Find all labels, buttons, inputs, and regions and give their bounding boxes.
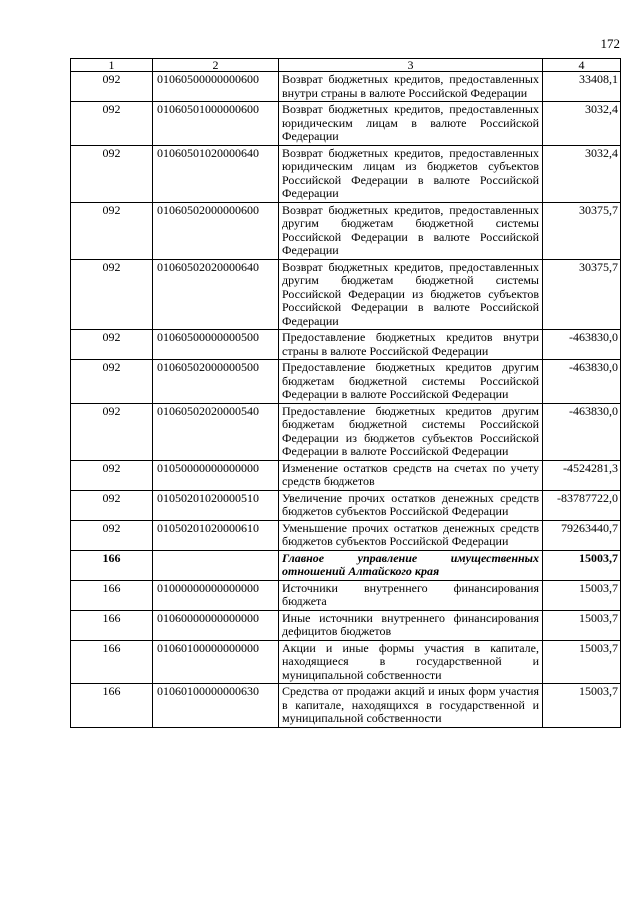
amount-cell: 15003,7 (543, 684, 621, 728)
description-cell: Возврат бюджетных кредитов, предоставленных другим бюджетам бюджетной системы Российской Федерации из бюджетов субъектов Российской Федерации в валюте Российской Федерации (279, 259, 543, 330)
code-cell: 092 (71, 490, 153, 520)
code-cell: 092 (71, 72, 153, 102)
amount-cell: 15003,7 (543, 640, 621, 684)
page-number: 172 (600, 36, 620, 51)
code-cell: 092 (71, 460, 153, 490)
code-cell: 092 (71, 202, 153, 259)
amount-cell: 30375,7 (543, 202, 621, 259)
classification-code-cell: 01050000000000000 (153, 460, 279, 490)
code-cell: 092 (71, 403, 153, 460)
code-cell: 092 (71, 360, 153, 404)
code-cell: 166 (71, 610, 153, 640)
classification-code-cell: 01060500000000500 (153, 330, 279, 360)
amount-cell: -463830,0 (543, 403, 621, 460)
description-cell: Источники внутреннего финансирования бюджета (279, 580, 543, 610)
classification-code-cell: 01060502000000500 (153, 360, 279, 404)
table-row (71, 640, 621, 684)
description-cell: Акции и иные формы участия в капитале, находящиеся в государственной и муниципальной собственности (279, 640, 543, 684)
amount-cell: 15003,7 (543, 610, 621, 640)
table-body (71, 72, 621, 728)
table-row (71, 72, 621, 102)
table-row (71, 580, 621, 610)
classification-code-cell (153, 550, 279, 580)
description-cell: Средства от продажи акций и иных форм участия в капитале, находящихся в государственной и муниципальной собственности (279, 684, 543, 728)
table-row (71, 360, 621, 404)
code-cell: 092 (71, 330, 153, 360)
amount-cell: 15003,7 (543, 550, 621, 580)
classification-code-cell: 01060502020000640 (153, 259, 279, 330)
classification-code-cell: 01060100000000000 (153, 640, 279, 684)
table-row (71, 610, 621, 640)
classification-code-cell: 01050201020000510 (153, 490, 279, 520)
description-cell: Предоставление бюджетных кредитов внутри страны в валюте Российской Федерации (279, 330, 543, 360)
code-cell: 092 (71, 520, 153, 550)
amount-cell: -463830,0 (543, 360, 621, 404)
description-cell: Главное управление имущественных отношений Алтайского края (279, 550, 543, 580)
description-cell: Увеличение прочих остатков денежных средств бюджетов субъектов Российской Федерации (279, 490, 543, 520)
amount-cell: -4524281,3 (543, 460, 621, 490)
classification-code-cell: 01000000000000000 (153, 580, 279, 610)
amount-cell: 30375,7 (543, 259, 621, 330)
classification-code-cell: 01060501000000600 (153, 102, 279, 146)
column-number-row (71, 59, 621, 72)
table-row (71, 202, 621, 259)
amount-cell: 3032,4 (543, 145, 621, 202)
table-row (71, 684, 621, 728)
table-row (71, 330, 621, 360)
amount-cell: 3032,4 (543, 102, 621, 146)
table-row (71, 460, 621, 490)
table-row (71, 520, 621, 550)
code-cell: 092 (71, 102, 153, 146)
column-header-1: 1 (71, 59, 153, 72)
code-cell: 166 (71, 550, 153, 580)
code-cell: 166 (71, 640, 153, 684)
amount-cell: 15003,7 (543, 580, 621, 610)
code-cell: 092 (71, 259, 153, 330)
code-cell: 166 (71, 684, 153, 728)
description-cell: Предоставление бюджетных кредитов другим бюджетам бюджетной системы Российской Федерации в валюте Российской Федерации (279, 360, 543, 404)
column-header-3: 3 (279, 59, 543, 72)
description-cell: Уменьшение прочих остатков денежных средств бюджетов субъектов Российской Федерации (279, 520, 543, 550)
classification-code-cell: 01050201020000610 (153, 520, 279, 550)
table-row (71, 403, 621, 460)
description-cell: Предоставление бюджетных кредитов другим бюджетам бюджетной системы Российской Федерации из бюджетов субъектов Российской Федерации в валюте Российской Федерации (279, 403, 543, 460)
table-row (71, 490, 621, 520)
description-cell: Возврат бюджетных кредитов, предоставленных внутри страны в валюте Российской Федерации (279, 72, 543, 102)
table-row (71, 145, 621, 202)
description-cell: Изменение остатков средств на счетах по учету средств бюджетов (279, 460, 543, 490)
description-cell: Возврат бюджетных кредитов, предоставленных юридическим лицам из бюджетов субъектов Российской Федерации в валюте Российской Федерации (279, 145, 543, 202)
amount-cell: 33408,1 (543, 72, 621, 102)
column-header-4: 4 (543, 59, 621, 72)
amount-cell: -463830,0 (543, 330, 621, 360)
code-cell: 092 (71, 145, 153, 202)
code-cell: 166 (71, 580, 153, 610)
description-cell: Возврат бюджетных кредитов, предоставленных другим бюджетам бюджетной системы Российской Федерации в валюте Российской Федерации (279, 202, 543, 259)
table-row (71, 550, 621, 580)
classification-code-cell: 01060100000000630 (153, 684, 279, 728)
description-cell: Возврат бюджетных кредитов, предоставленных юридическим лицам в валюте Российской Федерации (279, 102, 543, 146)
amount-cell: -83787722,0 (543, 490, 621, 520)
classification-code-cell: 01060502020000540 (153, 403, 279, 460)
classification-code-cell: 01060500000000600 (153, 72, 279, 102)
description-cell: Иные источники внутреннего финансирования дефицитов бюджетов (279, 610, 543, 640)
amount-cell: 79263440,7 (543, 520, 621, 550)
table-row (71, 259, 621, 330)
budget-sources-table (70, 58, 621, 728)
classification-code-cell: 01060502000000600 (153, 202, 279, 259)
classification-code-cell: 01060501020000640 (153, 145, 279, 202)
classification-code-cell: 01060000000000000 (153, 610, 279, 640)
column-header-2: 2 (153, 59, 279, 72)
table-row (71, 102, 621, 146)
